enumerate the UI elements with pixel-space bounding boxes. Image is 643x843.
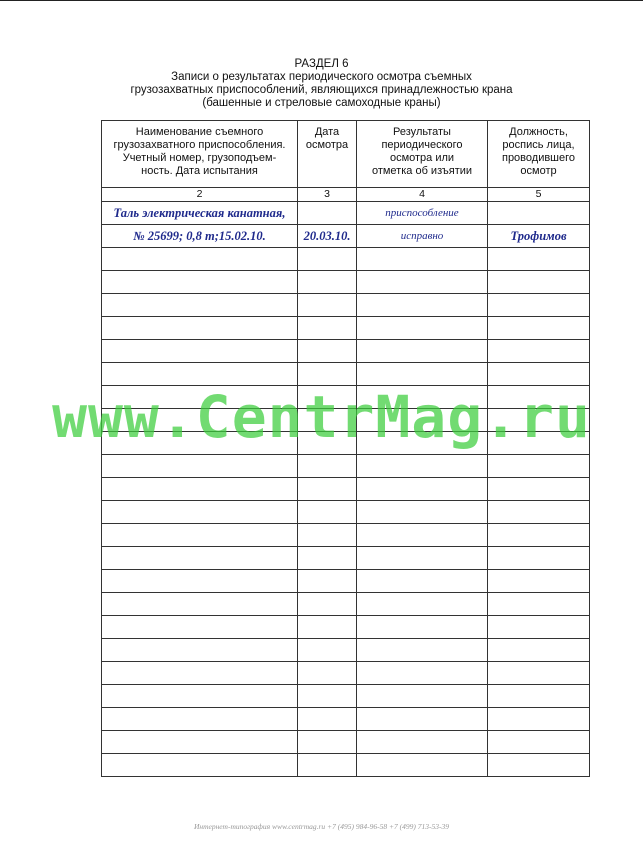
empty-cell <box>102 501 298 524</box>
heading-line-3: (башенные и стреловые самоходные краны) <box>202 97 441 109</box>
empty-cell <box>488 754 590 777</box>
empty-cell <box>357 524 488 547</box>
empty-cell <box>488 455 590 478</box>
empty-cell <box>102 754 298 777</box>
entry-cell: Таль электрическая канатная, <box>102 202 298 225</box>
empty-cell <box>298 455 357 478</box>
table-row <box>102 731 590 754</box>
footer-printer-info: Интернет-типография www.centrmag.ru +7 (495) 984-96-58 +7 (499) 713-53-39 <box>193 822 450 831</box>
empty-cell <box>102 639 298 662</box>
empty-cell <box>102 593 298 616</box>
table-row <box>102 340 590 363</box>
empty-cell <box>488 547 590 570</box>
table-row <box>102 639 590 662</box>
empty-cell <box>298 294 357 317</box>
table-row <box>102 294 590 317</box>
table-row <box>102 570 590 593</box>
table-row <box>102 662 590 685</box>
empty-cell <box>357 570 488 593</box>
empty-cell <box>298 708 357 731</box>
empty-cell <box>488 478 590 501</box>
empty-cell <box>298 317 357 340</box>
empty-cell <box>488 432 590 455</box>
table-row <box>102 317 590 340</box>
empty-cell <box>357 432 488 455</box>
empty-cell <box>488 639 590 662</box>
header-device-name: Наименование съемного грузозахватного приспособления. Учетный номер, грузоподъем- ность. Дата испытания <box>102 121 298 188</box>
empty-cell <box>298 271 357 294</box>
empty-cell <box>488 501 590 524</box>
heading-line-2: грузозахватных приспособлений, являющихся принадлежностью крана <box>130 84 513 96</box>
empty-cell <box>102 547 298 570</box>
header-inspector: Должность, роспись лица, проводившего осмотр <box>488 121 590 188</box>
empty-cell <box>298 593 357 616</box>
empty-cell <box>357 248 488 271</box>
entry-cell: Трофимов <box>488 225 590 248</box>
empty-cell <box>357 616 488 639</box>
entry-cell <box>298 202 357 225</box>
empty-cell <box>102 317 298 340</box>
empty-cell <box>357 363 488 386</box>
column-number: 3 <box>298 188 357 202</box>
table-row <box>102 547 590 570</box>
page-top-border <box>0 0 643 1</box>
empty-cell <box>102 294 298 317</box>
table-row <box>102 409 590 432</box>
table-row <box>102 202 590 225</box>
empty-cell <box>102 685 298 708</box>
entry-cell: исправно <box>357 225 488 248</box>
empty-cell <box>102 616 298 639</box>
empty-cell <box>488 363 590 386</box>
empty-cell <box>488 317 590 340</box>
section-title: РАЗДЕЛ 6 <box>294 58 349 70</box>
empty-cell <box>298 248 357 271</box>
empty-cell <box>102 386 298 409</box>
empty-cell <box>298 524 357 547</box>
empty-cell <box>488 409 590 432</box>
empty-cell <box>357 386 488 409</box>
empty-cell <box>102 478 298 501</box>
empty-cell <box>102 248 298 271</box>
empty-cell <box>102 708 298 731</box>
header-row <box>102 121 590 188</box>
empty-cell <box>102 662 298 685</box>
watermark-text: www.CentrMag.ru <box>52 383 591 451</box>
empty-cell <box>102 432 298 455</box>
empty-cell <box>357 501 488 524</box>
empty-cell <box>357 754 488 777</box>
empty-cell <box>357 593 488 616</box>
table-row <box>102 271 590 294</box>
empty-cell <box>357 685 488 708</box>
table-row <box>102 593 590 616</box>
column-number: 5 <box>488 188 590 202</box>
inspection-log-table <box>101 120 590 777</box>
empty-cell <box>102 570 298 593</box>
empty-cell <box>298 570 357 593</box>
empty-cell <box>298 547 357 570</box>
empty-cell <box>357 340 488 363</box>
table-row <box>102 363 590 386</box>
entry-cell: 20.03.10. <box>298 225 357 248</box>
empty-cell <box>298 685 357 708</box>
empty-cell <box>488 685 590 708</box>
table-row <box>102 248 590 271</box>
empty-cell <box>357 455 488 478</box>
column-number: 4 <box>357 188 488 202</box>
empty-cell <box>357 317 488 340</box>
empty-cell <box>298 501 357 524</box>
empty-cell <box>298 639 357 662</box>
empty-cell <box>357 662 488 685</box>
entry-cell: № 25699; 0,8 т;15.02.10. <box>102 225 298 248</box>
empty-cell <box>488 616 590 639</box>
empty-cell <box>357 547 488 570</box>
header-inspection-results: Результаты периодического осмотра или отметка об изъятии <box>357 121 488 188</box>
table-row <box>102 432 590 455</box>
empty-cell <box>102 271 298 294</box>
empty-cell <box>298 478 357 501</box>
empty-cell <box>357 271 488 294</box>
empty-cell <box>488 294 590 317</box>
table-row <box>102 754 590 777</box>
empty-cell <box>298 754 357 777</box>
empty-cell <box>488 271 590 294</box>
empty-cell <box>298 432 357 455</box>
table-row <box>102 708 590 731</box>
empty-cell <box>488 570 590 593</box>
empty-cell <box>357 409 488 432</box>
empty-cell <box>298 662 357 685</box>
empty-cell <box>102 363 298 386</box>
heading-line-1: Записи о результатах периодического осмотра съемных <box>171 71 472 83</box>
table-row <box>102 524 590 547</box>
table-row <box>102 685 590 708</box>
empty-cell <box>488 524 590 547</box>
empty-cell <box>357 639 488 662</box>
section-heading <box>60 58 583 110</box>
empty-cell <box>488 593 590 616</box>
entry-cell <box>488 202 590 225</box>
empty-cell <box>298 616 357 639</box>
empty-cell <box>357 294 488 317</box>
table-row <box>102 455 590 478</box>
empty-cell <box>488 340 590 363</box>
empty-cell <box>298 731 357 754</box>
column-number-row <box>102 188 590 202</box>
empty-cell <box>102 409 298 432</box>
table-row <box>102 225 590 248</box>
empty-cell <box>488 731 590 754</box>
empty-cell <box>298 363 357 386</box>
empty-cell <box>102 731 298 754</box>
empty-cell <box>357 731 488 754</box>
empty-cell <box>298 386 357 409</box>
empty-cell <box>298 340 357 363</box>
empty-cell <box>298 409 357 432</box>
entry-cell: приспособление <box>357 202 488 225</box>
empty-cell <box>102 524 298 547</box>
empty-cell <box>488 662 590 685</box>
empty-cell <box>357 708 488 731</box>
table-row <box>102 616 590 639</box>
table-row <box>102 501 590 524</box>
empty-cell <box>102 455 298 478</box>
empty-cell <box>488 248 590 271</box>
empty-cell <box>488 386 590 409</box>
column-number: 2 <box>102 188 298 202</box>
table-row <box>102 386 590 409</box>
empty-cell <box>102 340 298 363</box>
empty-cell <box>357 478 488 501</box>
empty-cell <box>488 708 590 731</box>
table-row <box>102 478 590 501</box>
header-inspection-date: Дата осмотра <box>298 121 357 188</box>
